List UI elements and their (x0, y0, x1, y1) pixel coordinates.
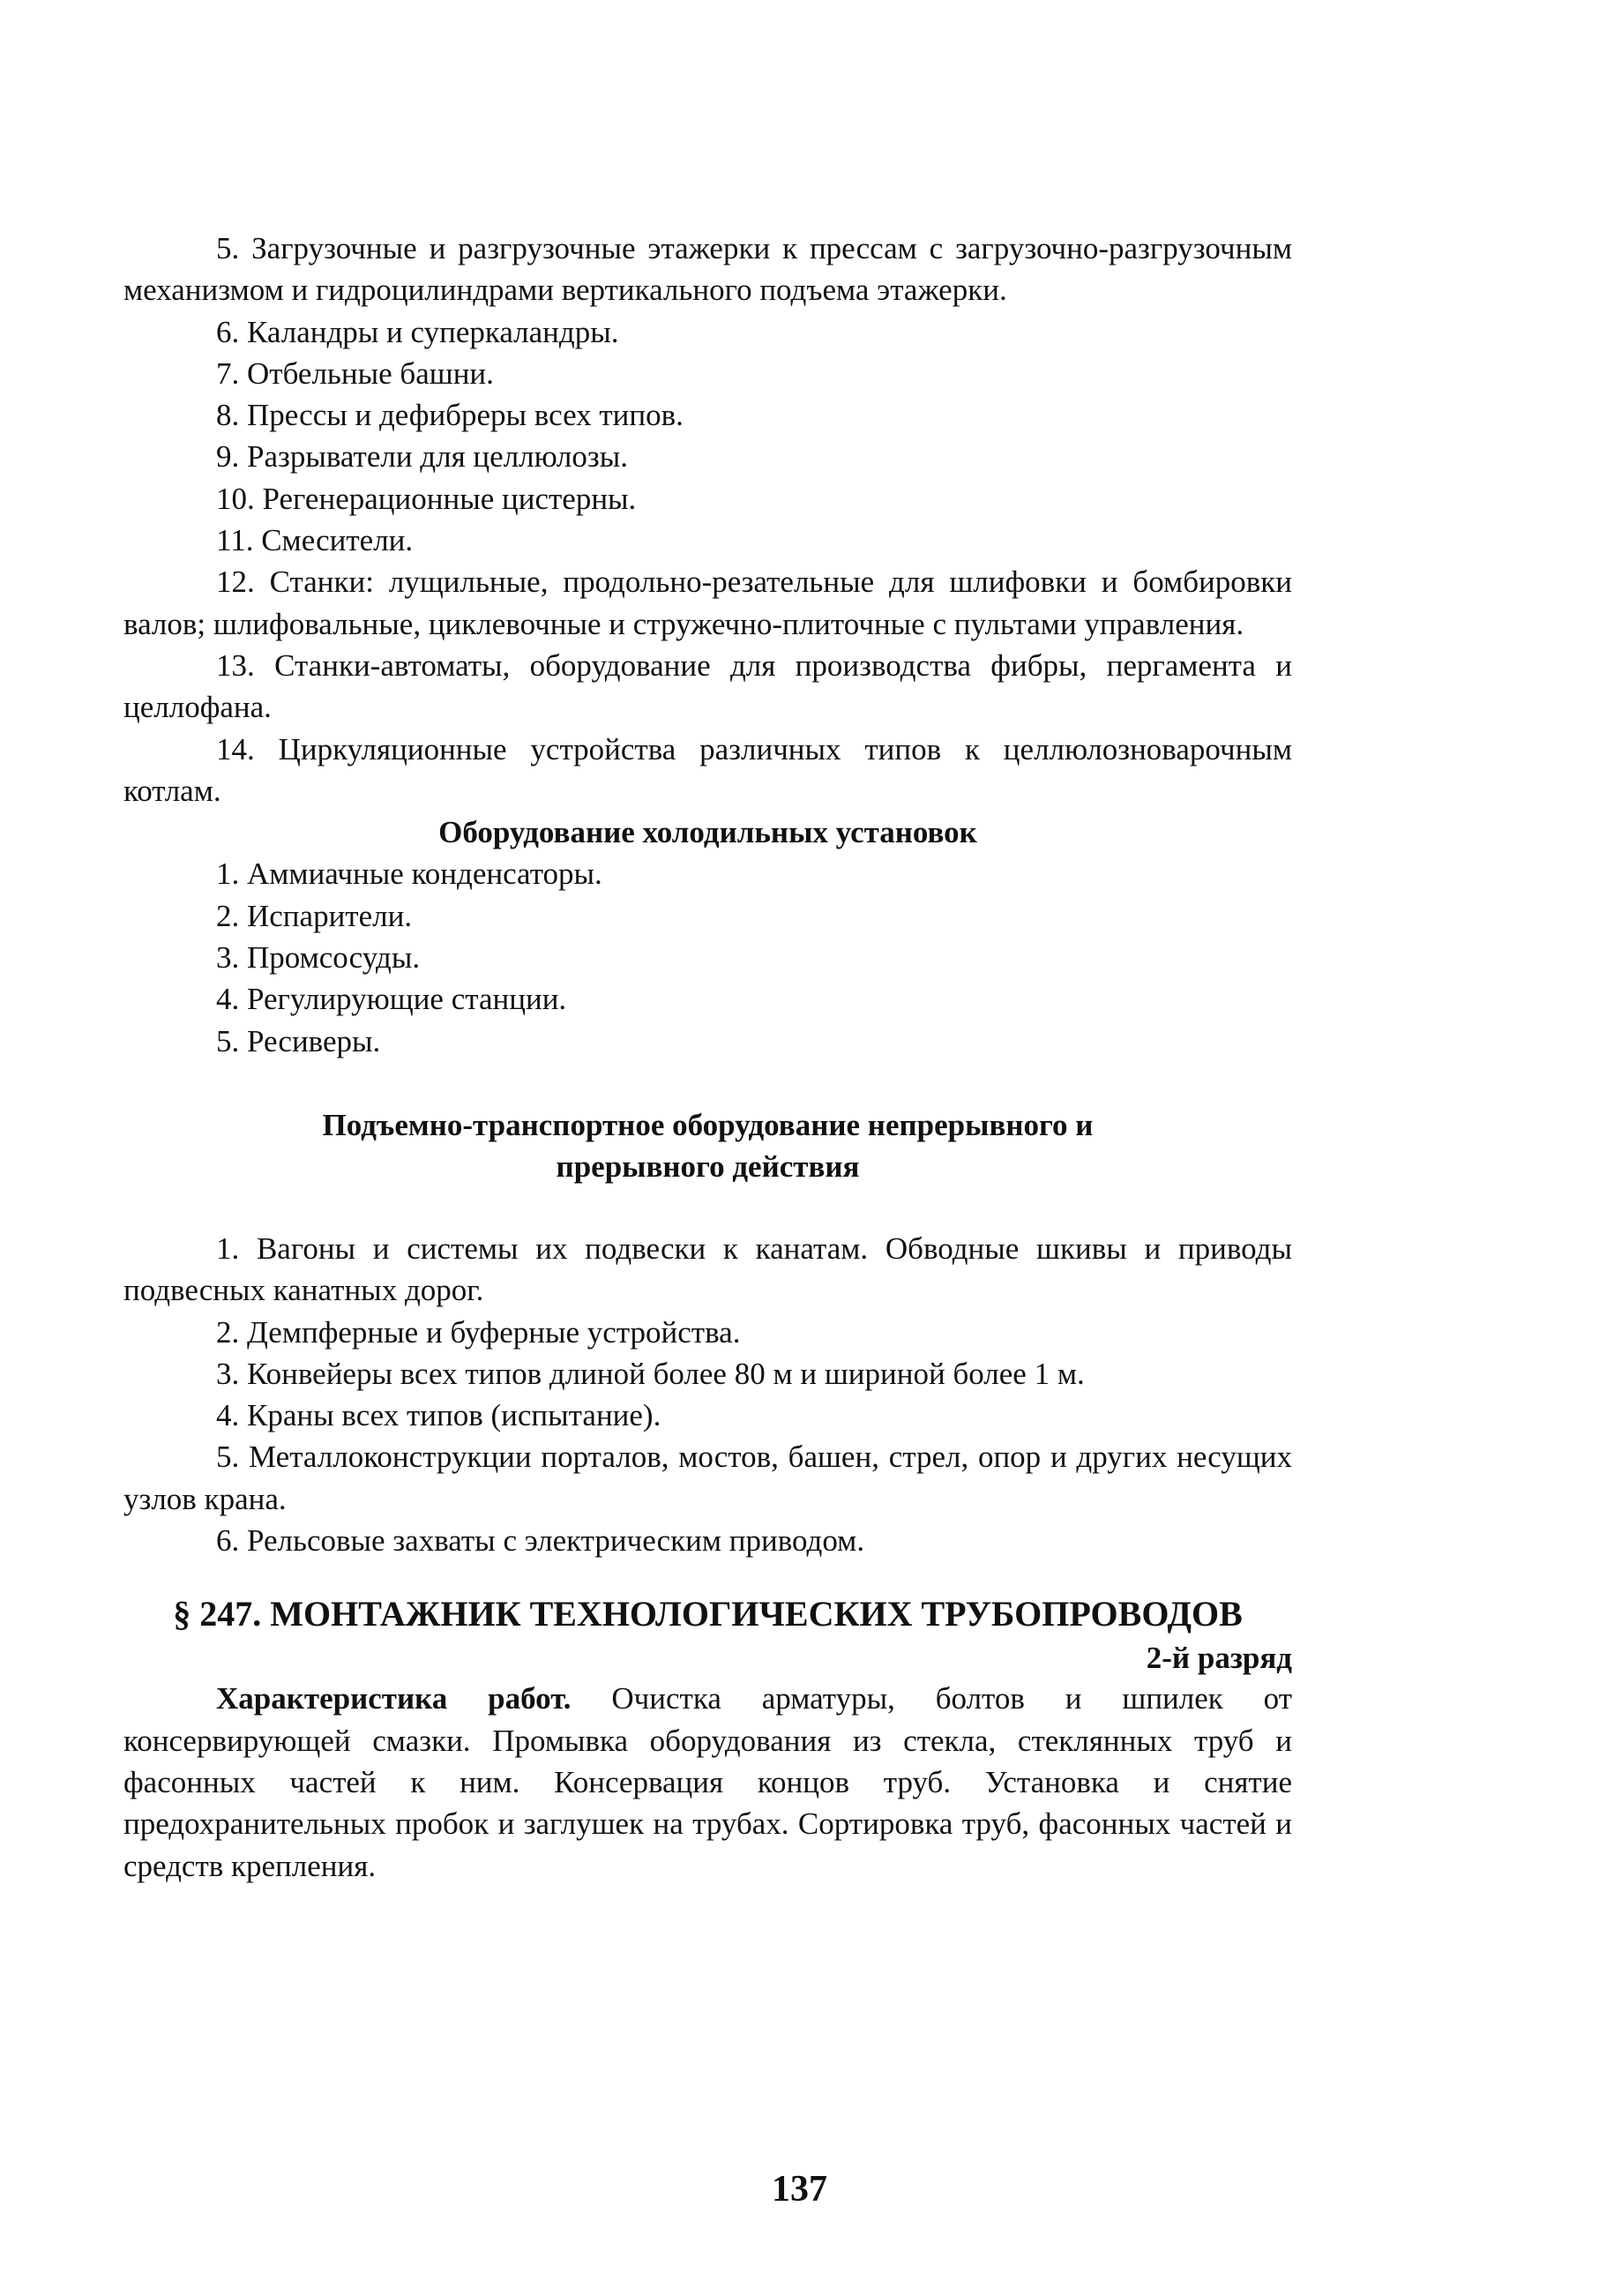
work-characteristics-label: Характеристика работ. (216, 1681, 572, 1716)
list-item: 6. Рельсовые захваты с электрическим приводом. (216, 1523, 865, 1559)
list-item: 6. Каландры и суперкаландры. (216, 314, 619, 349)
section-heading-lifting (123, 1104, 1292, 1187)
section-heading-refrigeration: Оборудование холодильных установок (438, 815, 977, 850)
list-item: 4. Краны всех типов (испытание). (216, 1398, 661, 1433)
list-item: 1. Вагоны и системы их подвески к канатам. Обводные шкивы и приводы подвесных канатных дорог. (123, 1230, 1292, 1308)
list-item: 2. Испарители. (216, 898, 413, 933)
paragraph-title: § 247. МОНТАЖНИК ТЕХНОЛОГИЧЕСКИХ ТРУБОПРОВОДОВ (173, 1594, 1243, 1634)
list-item: 11. Смесители. (216, 523, 414, 558)
list-item: 9. Разрыватели для целлюлозы. (216, 439, 628, 475)
list-item: 14. Циркуляционные устройства различных типов к целлюлозноварочным котлам. (123, 731, 1292, 808)
list-item: 12. Станки: лущильные, продольно-резательные для шлифовки и бомбировки валов; шлифовальные, циклевочные и стружечно-плиточные с пультами управления. (123, 565, 1292, 641)
list-item: 4. Регулирующие станции. (216, 982, 567, 1017)
section-heading-lifting-line1: Подъемно-транспортное оборудование непрерывного и (322, 1107, 1094, 1142)
list-item: 1. Аммиачные конденсаторы. (216, 856, 602, 892)
work-characteristics (123, 1678, 1292, 1886)
list-item: 3. Промсосуды. (216, 940, 421, 976)
list-item: 2. Демпферные и буферные устройства. (216, 1314, 741, 1350)
page-number: 137 (772, 2169, 827, 2210)
list-item: 3. Конвейеры всех типов длиной более 80 м и шириной более 1 м. (216, 1356, 1085, 1391)
grade-label: 2-й разряд (1146, 1641, 1292, 1676)
list-item: 5. Загрузочные и разгрузочные этажерки к прессам с загрузочно-разгрузочным механизмом и гидроцилиндрами вертикального подъема этажерки. (123, 231, 1292, 308)
section-heading-lifting-line2: прерывного действия (556, 1148, 860, 1184)
list-item: 10. Регенерационные цистерны. (216, 481, 637, 516)
text-column (123, 228, 1292, 1887)
work-characteristics-text: Очистка арматуры, болтов и шпилек от консервирующей смазки. Промывка оборудования из стекла, стеклянных труб и фасонных частей к ним. Консервация концов труб. Установка и снятие предохранительных пробок и заглушек на трубах. Сортировка труб, фасонных частей и средств крепления. (123, 1681, 1292, 1883)
list-item: 7. Отбельные башни. (216, 355, 494, 391)
list-item: 5. Ресиверы. (216, 1023, 381, 1058)
list-item: 8. Прессы и дефибреры всех типов. (216, 398, 684, 433)
list-item: 5. Металлоконструкции порталов, мостов, башен, стрел, опор и других несущих узлов крана. (123, 1440, 1292, 1516)
list-item: 13. Станки-автоматы, оборудование для производства фибры, пергамента и целлофана. (123, 647, 1292, 725)
